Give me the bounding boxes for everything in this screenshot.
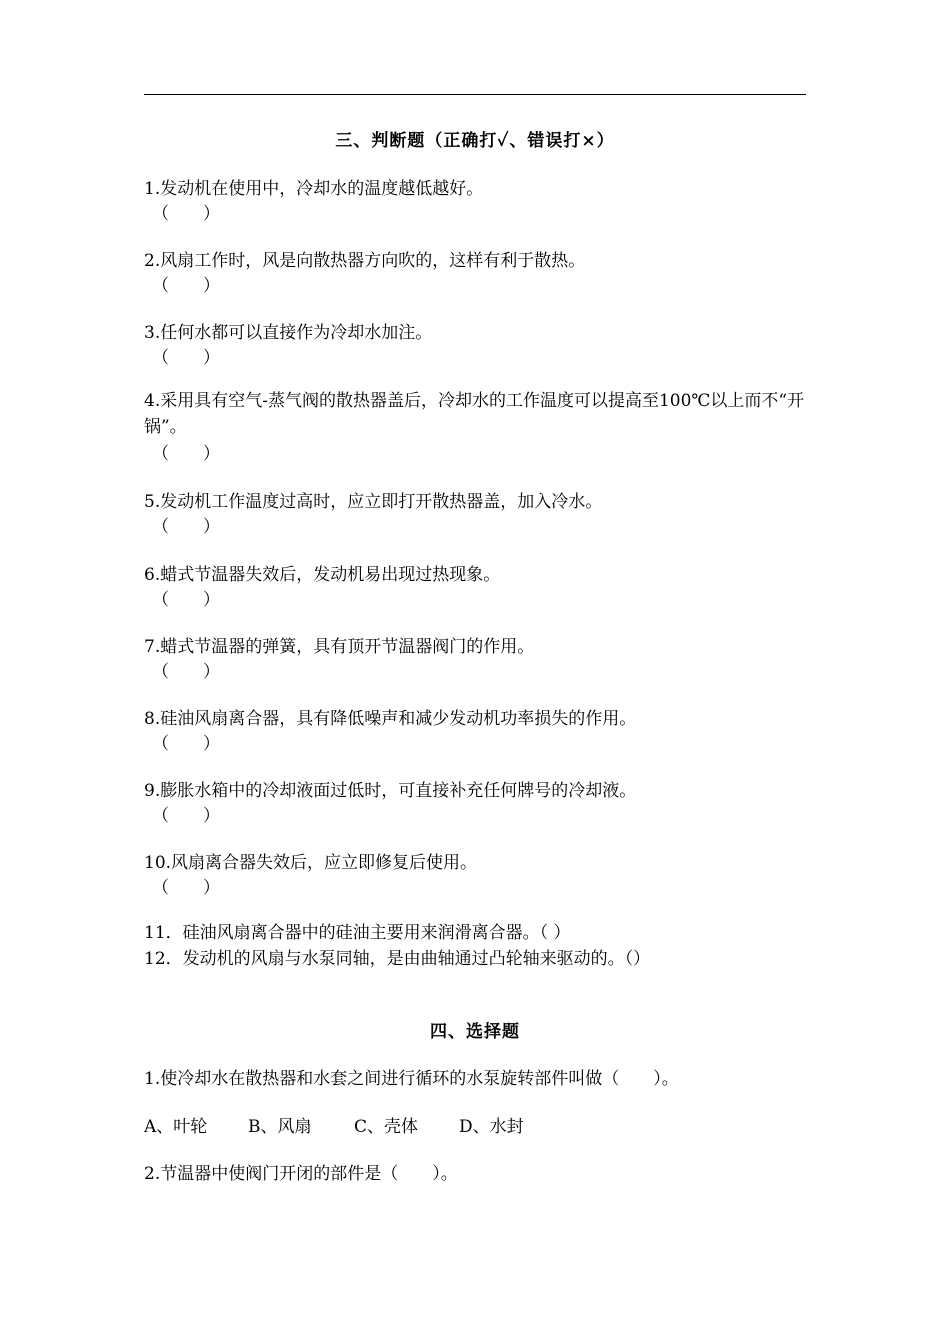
choice-question-1: 1.使冷却水在散热器和水套之间进行循环的水泵旋转部件叫做（ ）。 (144, 1069, 679, 1089)
question-8: 8.硅油风扇离合器，具有降低噪声和减少发动机功率损失的作用。 (144, 709, 637, 729)
option-b: B、风扇 (248, 1117, 312, 1137)
answer-blank-4: （ ） (152, 444, 220, 464)
question-1: 1.发动机在使用中，冷却水的温度越低越好。 (144, 179, 484, 199)
question-5: 5.发动机工作温度过高时，应立即打开散热器盖，加入冷水。 (144, 492, 603, 512)
question-9: 9.膨胀水箱中的冷却液面过低时，可直接补充任何牌号的冷却液。 (144, 781, 637, 801)
answer-blank-2: （ ） (152, 276, 220, 296)
answer-blank-5: （ ） (152, 517, 220, 537)
question-7: 7.蜡式节温器的弹簧，具有顶开节温器阀门的作用。 (144, 637, 535, 657)
question-10: 10.风扇离合器失效后，应立即修复后使用。 (144, 853, 478, 873)
answer-blank-6: （ ） (152, 590, 220, 610)
answer-blank-7: （ ） (152, 662, 220, 682)
header-rule (144, 94, 806, 95)
answer-blank-9: （ ） (152, 806, 220, 826)
option-a: A、叶轮 (144, 1117, 208, 1137)
choice-question-2: 2.节温器中使阀门开闭的部件是（ ）。 (144, 1164, 458, 1184)
question-6: 6.蜡式节温器失效后，发动机易出现过热现象。 (144, 565, 501, 585)
question-12: 12．发动机的风扇与水泵同轴，是由曲轴通过凸轮轴来驱动的。（） (144, 949, 651, 969)
question-11: 11．硅油风扇离合器中的硅油主要用来润滑离合器。（ ） (144, 923, 571, 943)
question-4: 4.采用具有空气-蒸气阀的散热器盖后，冷却水的工作温度可以提高至100℃以上而不“开锅”。 (144, 391, 805, 437)
question-3: 3.任何水都可以直接作为冷却水加注。 (144, 323, 433, 343)
option-d: D、水封 (459, 1117, 524, 1137)
section3-title: 三、判断题（正确打✓、错误打×） (335, 131, 615, 151)
answer-blank-10: （ ） (152, 878, 220, 898)
option-c: C、壳体 (354, 1117, 419, 1137)
section4-title: 四、选择题 (430, 1022, 520, 1042)
question-2: 2.风扇工作时，风是向散热器方向吹的，这样有利于散热。 (144, 251, 586, 271)
answer-blank-1: （ ） (152, 204, 220, 224)
answer-blank-3: （ ） (152, 348, 220, 368)
answer-blank-8: （ ） (152, 734, 220, 754)
